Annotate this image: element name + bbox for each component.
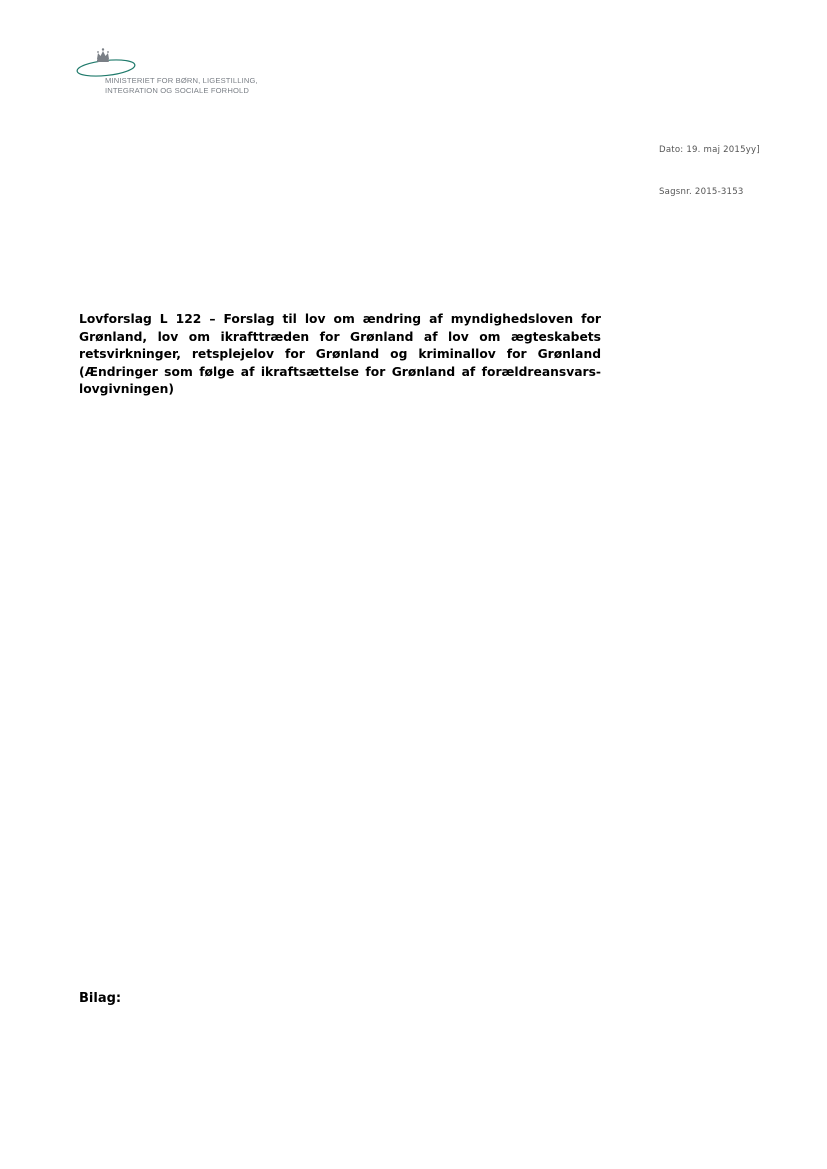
case-number: Sagsnr. 2015-3153 xyxy=(659,187,744,197)
attachments-label: Bilag: xyxy=(79,991,122,1006)
ministry-name-line1: MINISTERIET FOR BØRN, LIGESTILLING, xyxy=(105,76,258,85)
ministry-name-line2: INTEGRATION OG SOCIALE FORHOLD xyxy=(105,86,250,95)
document-title: Lovforslag L 122 – Forslag til lov om ændring af myndighedsloven for Grønland, lov om ikrafttræden for Grønland af lov om ægteskabets retsvirkninger, retsplejelov for Grønland og kriminallov for Grønland (Ændringer som følge af ikraftsættelse for Grønland af forældreansvars-lovgivningen) xyxy=(79,312,601,396)
document-date: Dato: 19. maj 2015yy] xyxy=(659,145,760,155)
ministry-name xyxy=(105,76,258,96)
crown-ring-logo-icon xyxy=(76,46,136,78)
ministry-logo xyxy=(76,46,276,98)
